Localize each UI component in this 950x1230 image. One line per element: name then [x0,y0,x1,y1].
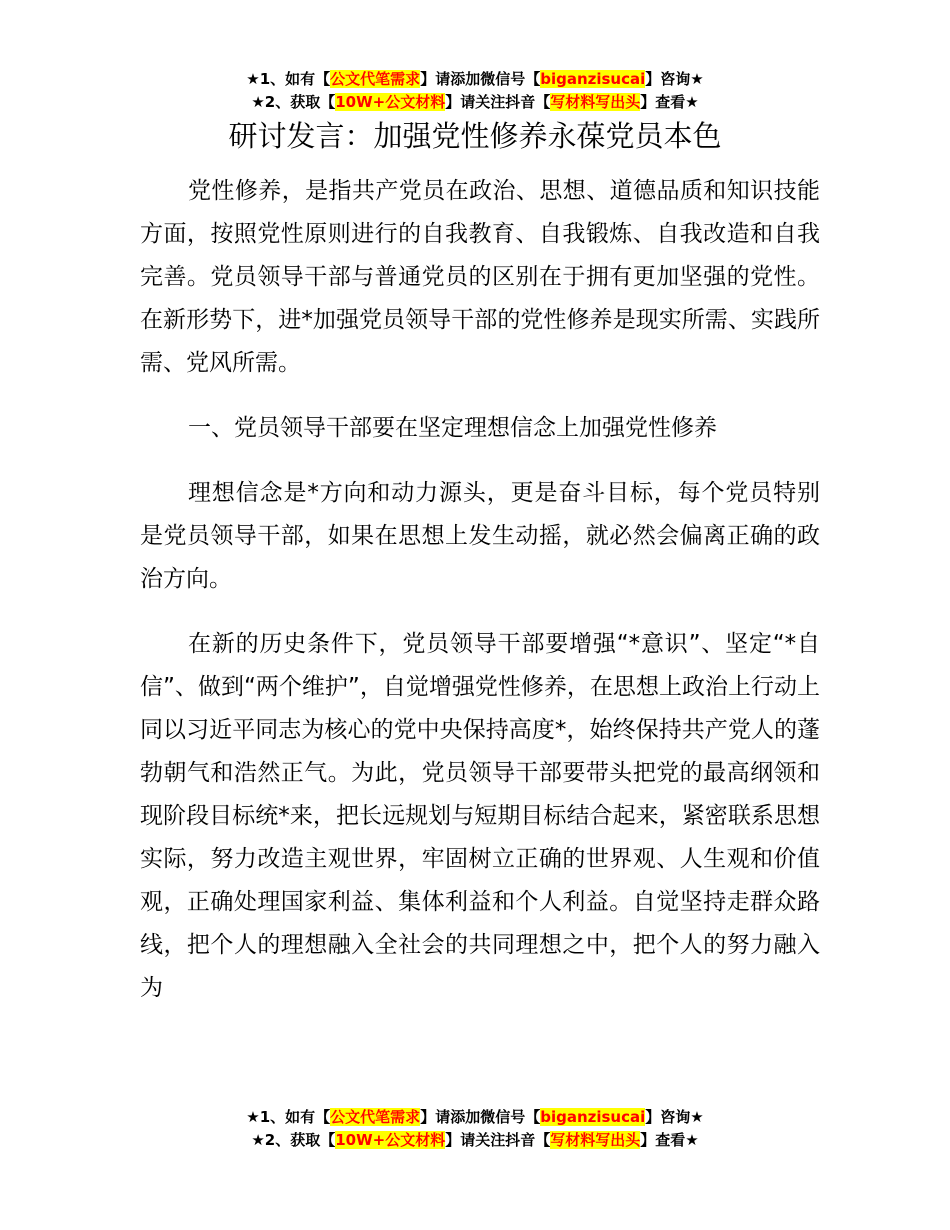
banner-text: 】请关注抖音【 [445,1131,551,1149]
paragraph-intro: 党性修养，是指共产党员在政治、思想、道德品质和知识技能方面，按照党性原则进行的自我教育、自我锻炼、自我改造和自我完善。党员领导干部与普通党员的区别在于拥有更加坚强的党性。在新形势下，进*加强党员领导干部的党性修养是现实所需、实践所需、党风所需。 [140,178,820,376]
banner-text: ★2、获取【 [251,93,336,111]
banner-text: 】咨询★ [645,70,704,88]
banner-text: 】查看★ [640,1131,699,1149]
banner-line-2 [0,1129,950,1152]
banner-highlight: 10W+公文材料 [335,93,446,111]
banner-text: 】请添加微信号【 [420,70,541,88]
banner-highlight: biganzisucai [540,70,646,88]
document-body [140,170,820,1032]
banner-highlight: 写材料写出头 [550,93,641,111]
paragraph-ideals: 理想信念是*方向和动力源头，更是奋斗目标，每个党员特别是党员领导干部，如果在思想上发生动摇，就必然会偏离正确的政治方向。 [140,480,820,592]
banner-text: 】请添加微信号【 [420,1108,541,1126]
header-banner [0,68,950,114]
banner-highlight: 写材料写出头 [550,1131,641,1149]
banner-text: ★2、获取【 [251,1131,336,1149]
section-heading-1: 一、党员领导干部要在坚定理想信念上加强党性修养 [188,415,717,441]
document-title: 研讨发言：加强党性修养永葆党员本色 [228,119,722,153]
banner-text: 】咨询★ [645,1108,704,1126]
banner-text: ★1、如有【 [246,70,331,88]
banner-line-1 [0,1106,950,1129]
banner-text: 】查看★ [640,93,699,111]
footer-banner [0,1106,950,1152]
banner-line-2 [0,91,950,114]
paragraph-new-conditions: 在新的历史条件下，党员领导干部要增强“*意识”、坚定“*自信”、做到“两个维护”，自觉增强党性修养，在思想上政治上行动上同以习近平同志为核心的党中央保持高度*，始终保持共产党人的蓬勃朝气和浩然正气。为此，党员领导干部要带头把党的最高纲领和现阶段目标统*来，把长远规划与短期目标结合起来，紧密联系思想实际，努力改造主观世界，牢固树立正确的世界观、人生观和价值观，正确处理国家利益、集体利益和个人利益。自觉坚持走群众路线，把个人的理想融入全社会的共同理想之中，把个人的努力融入为 [140,631,820,1001]
banner-text: ★1、如有【 [246,1108,331,1126]
banner-line-1 [0,68,950,91]
banner-text: 】请关注抖音【 [445,93,551,111]
banner-highlight: 公文代笔需求 [330,70,421,88]
banner-highlight: biganzisucai [540,1108,646,1126]
banner-highlight: 公文代笔需求 [330,1108,421,1126]
banner-highlight: 10W+公文材料 [335,1131,446,1149]
